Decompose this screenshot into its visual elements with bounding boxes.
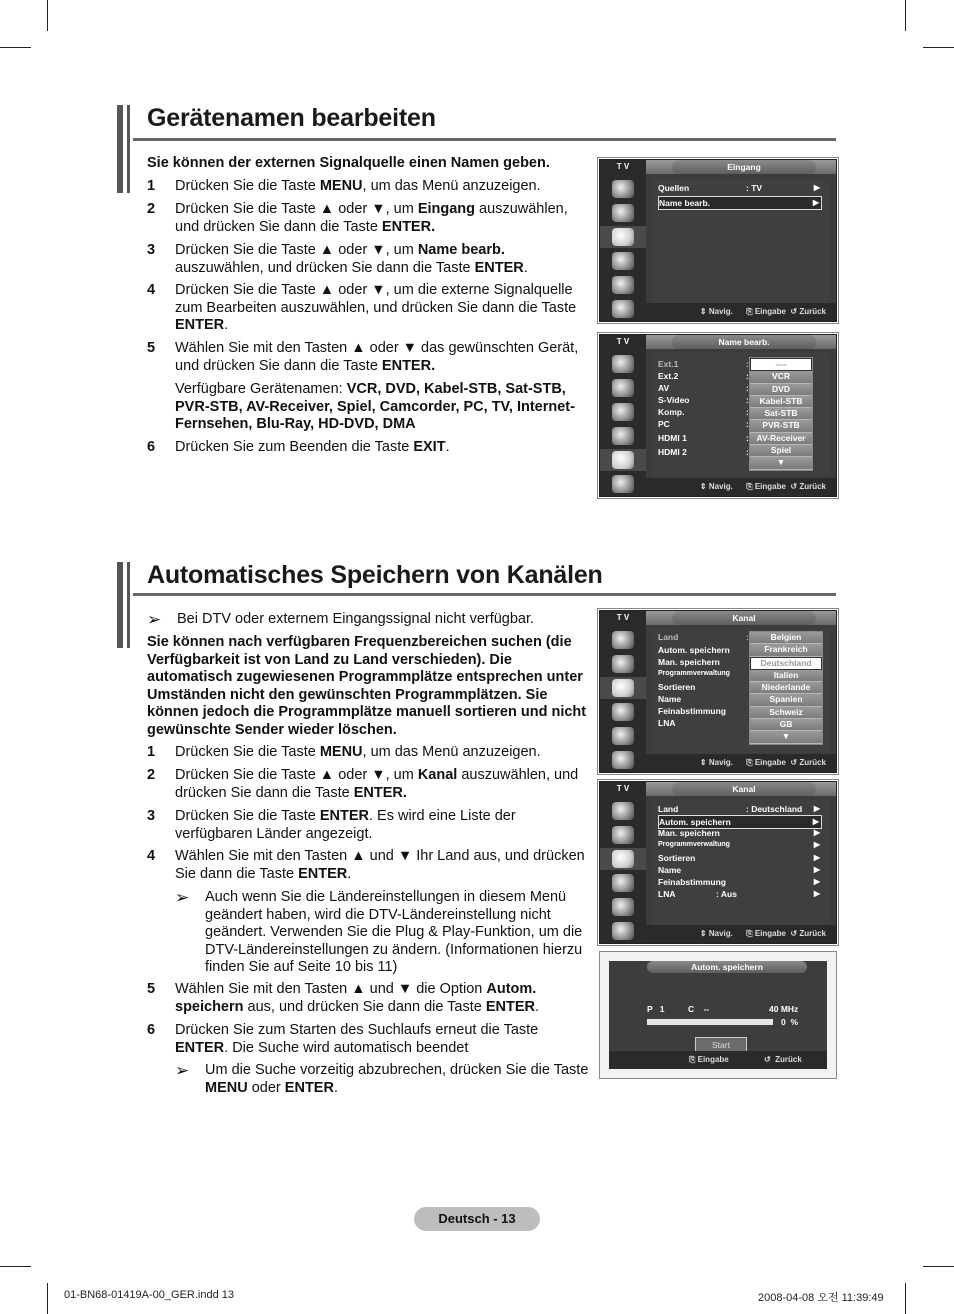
section-marker	[127, 562, 130, 648]
crop-mark	[0, 47, 31, 48]
step-item	[147, 1022, 595, 1057]
channel-label: C --	[688, 1004, 710, 1014]
note-arrow-icon: ➢	[175, 1061, 190, 1080]
step-number: 5	[147, 340, 156, 356]
osd-kanal-land	[599, 610, 837, 773]
application-icon	[612, 475, 634, 493]
input-icon	[612, 451, 634, 469]
step-number: 4	[147, 282, 156, 298]
step-item	[147, 744, 595, 762]
step-item	[147, 981, 595, 1016]
osd-row: Programmverwaltung ▶	[658, 840, 820, 849]
dropdown-option[interactable]: Belgien	[750, 632, 822, 644]
osd-sidebar	[600, 625, 646, 772]
dropdown-option[interactable]: VCR	[750, 371, 812, 383]
osd-row: Man. speichern ▶	[658, 828, 820, 838]
application-icon	[612, 751, 634, 769]
sound-icon	[612, 379, 634, 397]
dropdown-option[interactable]: AV-Receiver	[750, 433, 812, 445]
progress-percent: 0 %	[781, 1017, 799, 1027]
step-text: Drücken Sie die Taste ▲ oder ▼, um Kanal auszuwählen, und drücken Sie dann die Taste ENTER.	[175, 767, 579, 801]
footer-file: 01-BN68-01419A-00_GER.indd 13	[64, 1289, 235, 1301]
step-number: 1	[147, 178, 156, 194]
osd-row: AV :	[658, 383, 749, 393]
osd-footer: ⎘ Eingabe ↺ Zurück	[609, 1051, 827, 1069]
application-icon	[612, 922, 634, 940]
dropdown-option[interactable]: Schweiz	[750, 707, 822, 719]
dropdown-option[interactable]: Spanien	[750, 694, 822, 706]
frequency: 40 MHz	[769, 1004, 799, 1014]
input-icon	[612, 276, 634, 294]
step-number: 6	[147, 439, 156, 455]
crop-mark	[905, 0, 906, 31]
crop-mark	[0, 1266, 31, 1267]
osd-sidebar	[600, 349, 646, 496]
osd-sidebar	[600, 174, 646, 321]
osd-footer: ⇕ Navig. ⎘ Eingabe ↺ Zurück	[646, 925, 836, 943]
osd-row: Land :	[658, 632, 749, 642]
step-item	[147, 178, 595, 196]
step-text: Wählen Sie mit den Tasten ▲ und ▼ die Option Autom. speichern aus, und drücken Sie dann die Taste ENTER.	[175, 981, 540, 1015]
step-item	[147, 439, 595, 457]
dropdown-option[interactable]: DVD	[750, 384, 812, 396]
progress-bar	[647, 1019, 773, 1025]
osd-row: Ext.1 :	[658, 359, 749, 369]
step-item	[147, 282, 595, 335]
step-item	[147, 808, 595, 843]
osd-row: Feinabstimmung	[658, 706, 727, 716]
section-marker	[117, 105, 123, 193]
dropdown-option[interactable]: ----	[750, 358, 812, 371]
step-number: 2	[147, 201, 156, 217]
step-text: Drücken Sie die Taste ▲ oder ▼, um die externe Signalquelle zum Bearbeiten auszuwählen, und drücken Sie dann die Taste ENTER.	[175, 282, 577, 333]
section1-intro: Sie können der externen Signalquelle einen Namen geben.	[147, 155, 550, 171]
step-item	[147, 848, 595, 883]
dropdown-option[interactable]: Deutschland	[750, 657, 822, 670]
osd-kanal-menu	[599, 781, 837, 944]
osd-sidebar	[600, 796, 646, 943]
country-dropdown	[749, 631, 823, 745]
dropdown-option[interactable]: Spiel	[750, 445, 812, 457]
osd-title: Eingang	[672, 160, 816, 174]
program-label: P 1	[647, 1004, 665, 1014]
osd-title: Autom. speichern	[647, 961, 807, 973]
sound-icon	[612, 204, 634, 222]
osd-row: Man. speichern	[658, 657, 720, 667]
step-text: Drücken Sie die Taste MENU, um das Menü anzuzeigen.	[175, 744, 541, 760]
osd-tv-label: T V	[600, 335, 646, 349]
step-item	[147, 201, 595, 236]
osd-tv-label: T V	[600, 611, 646, 625]
note: ➢ Bei DTV oder externem Eingangssignal nicht verfügbar.	[147, 610, 535, 629]
note-arrow-icon: ➢	[175, 888, 190, 907]
note	[175, 889, 595, 977]
osd-eingang	[599, 159, 837, 322]
osd-row: Land : Deutschland ▶	[658, 804, 820, 814]
osd-footer: ⇕ Navig. ⎘ Eingabe ↺ Zurück	[646, 478, 836, 496]
section-marker	[117, 562, 123, 648]
step-number: 5	[147, 981, 156, 997]
dropdown-option[interactable]: PVR-STB	[750, 420, 812, 432]
osd-row: Quellen : TV ▶	[658, 183, 820, 193]
osd-row-selected: Autom. speichern ▶	[658, 815, 822, 829]
osd-row: HDMI 1 :	[658, 433, 749, 443]
osd-row: Programmverwaltung	[658, 670, 730, 677]
osd-footer: ⇕ Navig. ⎘ Eingabe ↺ Zurück	[646, 754, 836, 772]
footer-date: 2008-04-08 오전 11:39:49	[758, 1292, 884, 1304]
start-button[interactable]: Start	[695, 1037, 747, 1053]
osd-row: LNA : Aus ▶	[658, 889, 820, 899]
step-number: 4	[147, 848, 156, 864]
osd-title: Name bearb.	[672, 335, 816, 349]
step-number: 6	[147, 1022, 156, 1038]
osd-tv-label: T V	[600, 160, 646, 174]
step-text: Wählen Sie mit den Tasten ▲ oder ▼ das gewünschten Gerät, und drücken Sie dann die Taste ENTER.	[175, 340, 579, 374]
picture-icon	[612, 802, 634, 820]
setup-icon	[612, 427, 634, 445]
step-item	[147, 381, 595, 434]
picture-icon	[612, 180, 634, 198]
step-item	[147, 767, 595, 802]
page-number: Deutsch - 13	[414, 1207, 540, 1231]
crop-mark	[923, 47, 954, 48]
device-name-dropdown	[749, 357, 813, 471]
step-item	[147, 242, 595, 277]
step-item	[147, 340, 595, 375]
step-text: Drücken Sie die Taste MENU, um das Menü anzuzeigen.	[175, 178, 541, 194]
osd-row: HDMI 2 :	[658, 447, 749, 457]
osd-autom-speichern	[599, 951, 837, 1079]
application-icon	[612, 300, 634, 318]
setup-icon	[612, 703, 634, 721]
step-text: Drücken Sie die Taste ENTER. Es wird eine Liste der verfügbaren Länder angezeigt.	[175, 808, 516, 842]
dropdown-option[interactable]: Frankreich	[750, 644, 822, 656]
step-number: 2	[147, 767, 156, 783]
section-title: Automatisches Speichern von Kanälen	[147, 561, 603, 589]
dropdown-option[interactable]: Kabel-STB	[750, 396, 812, 408]
step-number: 3	[147, 242, 156, 258]
crop-mark	[47, 1283, 48, 1314]
sound-icon	[612, 826, 634, 844]
osd-row: Autom. speichern	[658, 645, 730, 655]
osd-row: S-Video :	[658, 395, 749, 405]
osd-row-selected: Name bearb. ▶	[658, 196, 822, 210]
input-icon	[612, 727, 634, 745]
osd-row: PC :	[658, 419, 749, 429]
step-text: Drücken Sie die Taste ▲ oder ▼, um Eingang auszuwählen, und drücken Sie dann die Taste ENTER.	[175, 201, 568, 235]
section-marker	[127, 105, 130, 193]
section-title: Gerätenamen bearbeiten	[147, 104, 436, 132]
section-rule	[133, 593, 836, 596]
osd-title: Kanal	[672, 611, 816, 625]
sound-icon	[612, 655, 634, 673]
step-text: Drücken Sie zum Beenden die Taste EXIT.	[175, 439, 450, 455]
setup-icon	[612, 252, 634, 270]
step-text: Wählen Sie mit den Tasten ▲ und ▼ Ihr Land aus, und drücken Sie dann die Taste ENTER.	[175, 848, 585, 882]
channel-icon	[612, 679, 634, 697]
osd-row: Feinabstimmung ▶	[658, 877, 820, 887]
osd-footer: ⇕ Navig. ⎘ Eingabe ↺ Zurück	[646, 303, 836, 321]
picture-icon	[612, 631, 634, 649]
osd-tv-label: T V	[600, 782, 646, 796]
step-text: Verfügbare Gerätenamen: VCR, DVD, Kabel-STB, Sat-STB, PVR-STB, AV-Receiver, Spiel, Camcorder, PC, TV, Internet-Fernsehen, Blu-Ray, HD-DVD, DMA	[175, 381, 575, 432]
note-arrow-icon: ➢	[147, 610, 162, 629]
osd-row: Name ▶	[658, 865, 820, 875]
step-text: Drücken Sie zum Starten des Suchlaufs erneut die Taste ENTER. Die Suche wird automatisch beendet	[175, 1022, 539, 1056]
dropdown-option[interactable]: Italien	[750, 670, 822, 682]
crop-mark	[47, 0, 48, 31]
step-text: Drücken Sie die Taste ▲ oder ▼, um Name bearb. auszuwählen, und drücken Sie dann die Taste ENTER.	[175, 242, 528, 276]
section-rule	[133, 138, 836, 141]
step-number: 1	[147, 744, 156, 760]
note-text: Auch wenn Sie die Ländereinstellungen in diesem Menü geändert haben, wird die DTV-Ländereinstellung nicht geändert. Verwenden Sie die Plug & Play-Funktion, um die DTV-Ländereinstellungen zu ändern. (Informationen hierzu finden Sie auf Seite 10 bis 11)	[205, 889, 583, 975]
osd-row: Name	[658, 694, 682, 704]
osd-row: LNA	[658, 718, 676, 728]
osd-row: Komp. :	[658, 407, 749, 417]
setup-icon	[612, 874, 634, 892]
dropdown-option[interactable]: Niederlande	[750, 682, 822, 694]
channel-icon	[612, 850, 634, 868]
crop-mark	[905, 1283, 906, 1314]
osd-row: Sortieren	[658, 682, 696, 692]
picture-icon	[612, 355, 634, 373]
note-text: Um die Suche vorzeitig abzubrechen, drücken Sie die Taste MENU oder ENTER.	[205, 1062, 589, 1096]
channel-icon	[612, 403, 634, 421]
dropdown-option[interactable]: ▼	[750, 457, 812, 469]
section2-intro: Sie können nach verfügbaren Frequenzbereichen suchen (die Verfügbarkeit ist von Land zu Land verschieden). Die automatisch zugewiesenen Programmplätze entsprechen unter Umständen nicht den gewünschten Programmplätzen. Sie können jedoch die Programmplätze manuell sortieren und nicht gewünschte Sender wieder löschen.	[147, 634, 587, 738]
osd-row: Ext.2 :	[658, 371, 749, 381]
osd-name-bearb	[599, 334, 837, 497]
input-icon	[612, 898, 634, 916]
crop-mark	[923, 1266, 954, 1267]
dropdown-option[interactable]: GB	[750, 719, 822, 731]
osd-title: Kanal	[672, 782, 816, 796]
step-number: 3	[147, 808, 156, 824]
dropdown-option[interactable]: ▼	[750, 731, 822, 743]
osd-row: Sortieren ▶	[658, 853, 820, 863]
dropdown-option[interactable]: Sat-STB	[750, 408, 812, 420]
channel-icon	[612, 228, 634, 246]
note	[175, 1062, 595, 1097]
